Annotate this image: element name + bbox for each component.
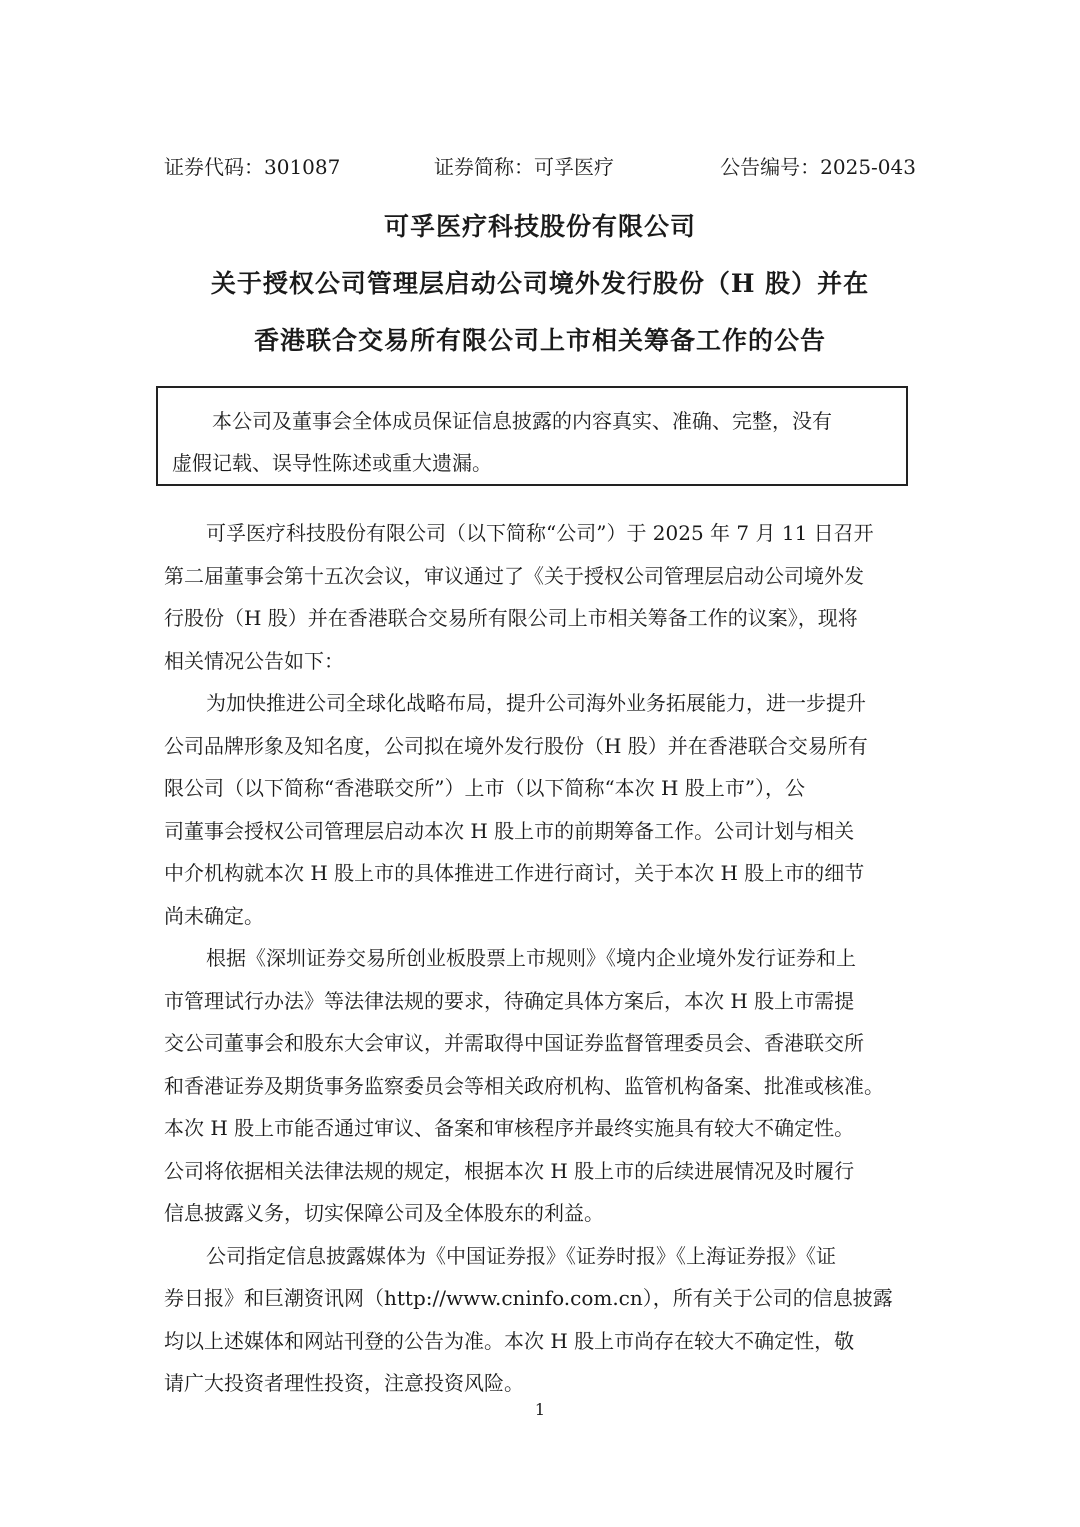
paragraph-line: 本次 H 股上市能否通过审议、备案和审核程序并最终实施具有较大不确定性。 <box>164 1116 855 1140</box>
paragraph-line: 相关情况公告如下： <box>164 648 344 673</box>
paragraph-line: 中介机构就本次 H 股上市的具体推进工作进行商讨，关于本次 H 股上市的细节 <box>164 861 865 885</box>
announcement-title-line2: 香港联合交易所有限公司上市相关筹备工作的公告 <box>253 326 826 355</box>
paragraph-line: 第二届董事会第十五次会议，审议通过了《关于授权公司管理层启动公司境外发 <box>164 563 864 588</box>
paragraph-line: 尚未确定。 <box>164 903 264 928</box>
stock-code: 证券代码：301087 <box>164 155 341 179</box>
paragraph-line: 均以上述媒体和网站刊登的公告为准。本次 H 股上市尚存在较大不确定性，敬 <box>164 1328 855 1353</box>
announcement-number: 公告编号：2025-043 <box>720 155 916 179</box>
paragraph-line: 根据《深圳证券交易所创业板股票上市规则》《境内企业境外发行证券和上 <box>206 946 856 970</box>
paragraph-line: 行股份（H 股）并在香港联合交易所有限公司上市相关筹备工作的议案》，现将 <box>164 606 858 630</box>
paragraph-line: 司董事会授权公司管理层启动本次 H 股上市的前期筹备工作。公司计划与相关 <box>164 818 855 843</box>
stock-abbreviation: 证券简称：可孚医疗 <box>434 155 614 179</box>
page-number: 1 <box>534 1400 546 1419</box>
paragraph-line: 交公司董事会和股东大会审议，并需取得中国证券监督管理委员会、香港联交所 <box>164 1031 864 1055</box>
announcement-body <box>164 512 924 1405</box>
paragraph-line: 和香港证券及期货事务监察委员会等相关政府机构、监管机构备案、批准或核准。 <box>164 1073 884 1098</box>
paragraph-line: 可孚医疗科技股份有限公司（以下简称“公司”）于 2025 年 7 月 11 日召开 <box>206 521 874 545</box>
paragraph-line: 市管理试行办法》等法律法规的要求，待确定具体方案后，本次 H 股上市需提 <box>164 988 855 1013</box>
paragraph-meeting <box>164 512 924 682</box>
document-header <box>164 150 916 184</box>
paragraph-line: 券日报》和巨潮资讯网（http://www.cninfo.com.cn），所有关于公司的信息披露 <box>164 1286 893 1310</box>
paragraph-line: 公司指定信息披露媒体为《中国证券报》《证券时报》《上海证券报》《证 <box>206 1243 836 1268</box>
paragraph-line: 信息披露义务，切实保障公司及全体股东的利益。 <box>164 1201 604 1225</box>
notice-line: 本公司及董事会全体成员保证信息披露的内容真实、准确、完整，没有 <box>212 409 832 433</box>
notice-line: 虚假记载、误导性陈述或重大遗漏。 <box>172 451 492 475</box>
paragraph-line: 请广大投资者理性投资，注意投资风险。 <box>164 1371 524 1395</box>
paragraph-line: 限公司（以下简称“香港联交所”）上市（以下简称“本次 H 股上市”），公 <box>164 776 806 800</box>
paragraph-regulation <box>164 937 924 1235</box>
paragraph-line: 公司品牌形象及知名度，公司拟在境外发行股份（H 股）并在香港联合交易所有 <box>164 733 868 758</box>
paragraph-strategy <box>164 682 924 937</box>
announcement-title-line1: 关于授权公司管理层启动公司境外发行股份（H 股）并在 <box>210 269 870 298</box>
paragraph-media <box>164 1235 924 1405</box>
company-name-title: 可孚医疗科技股份有限公司 <box>383 212 696 241</box>
paragraph-line: 为加快推进公司全球化战略布局，提升公司海外业务拓展能力，进一步提升 <box>206 691 866 715</box>
disclosure-notice-box <box>156 386 908 486</box>
paragraph-line: 公司将依据相关法律法规的规定，根据本次 H 股上市的后续进展情况及时履行 <box>164 1158 855 1183</box>
